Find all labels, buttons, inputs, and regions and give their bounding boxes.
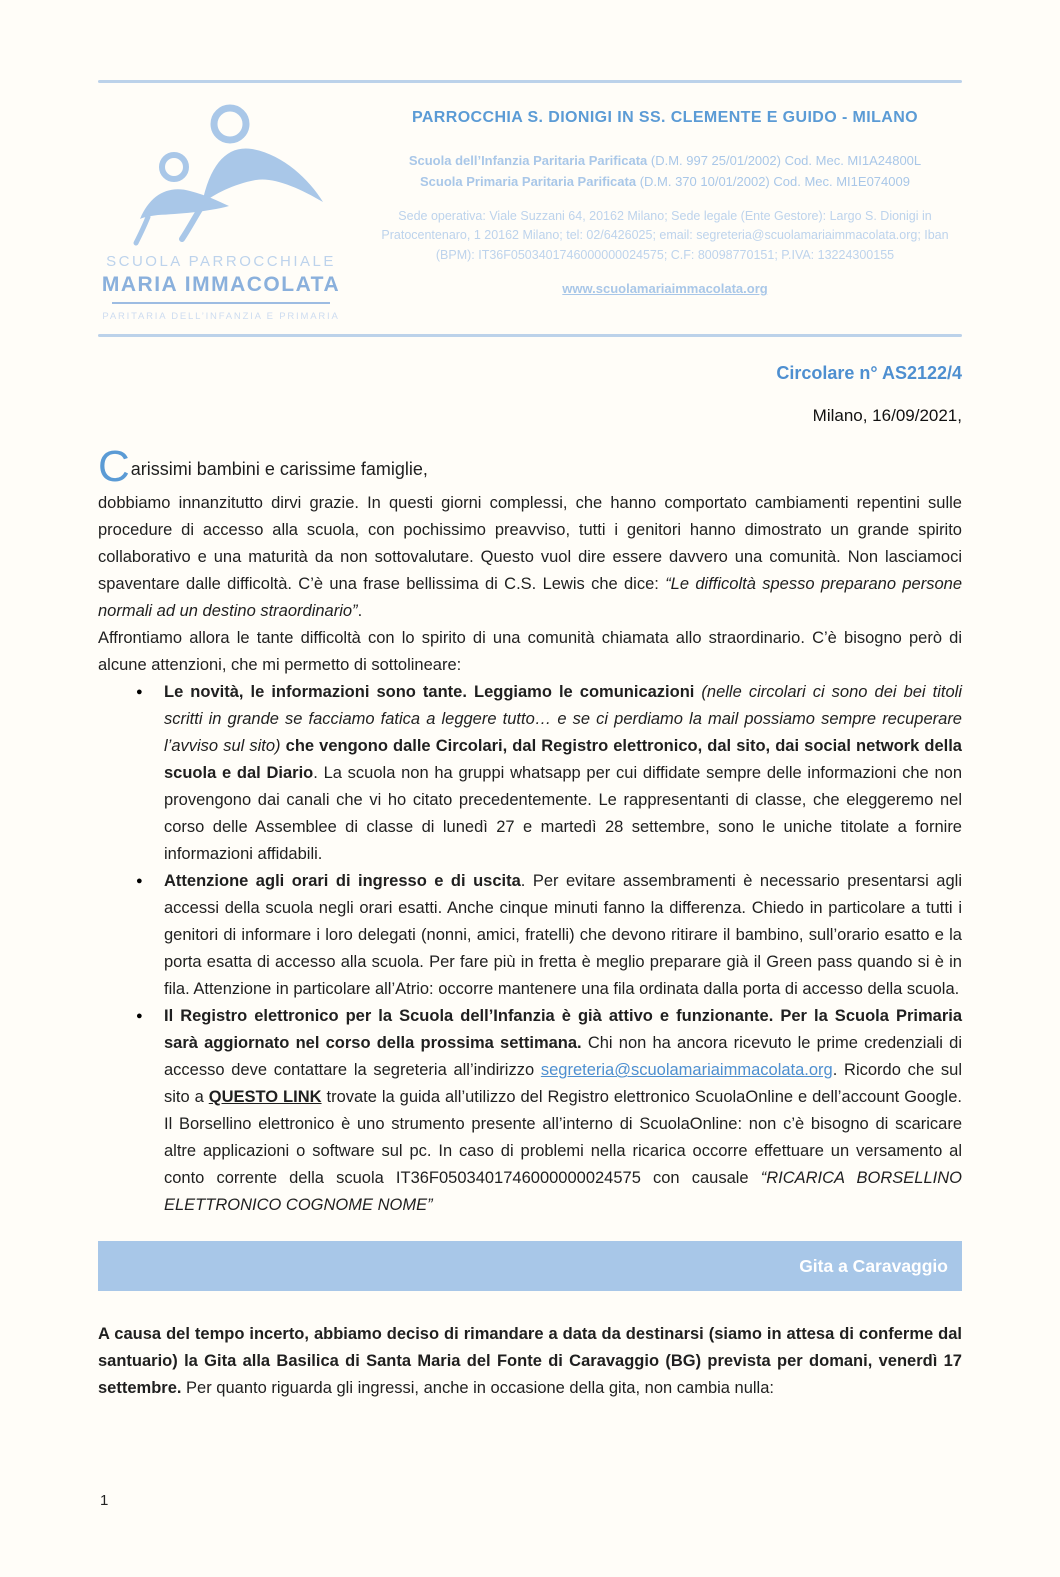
salutation [98, 442, 962, 491]
text-segment: Attenzione agli orari di ingresso e di uscita [164, 872, 521, 890]
salutation-text: arissimi bambini e carissime famiglie, [130, 459, 428, 479]
text-segment: Per quanto riguarda gli ingressi, anche in occasione della gita, non cambia nulla: [181, 1379, 774, 1397]
text-segment: A causa del tempo incerto, abbiamo deciso di rimandare a data da destinarsi (siamo in attesa di conferme dal santuario) la Gita alla Basilica di Santa Maria del Fonte di Caravaggio (BG) prevista per domani, venerdì 17 settembre. [98, 1325, 962, 1397]
text-segment: (D.M. 370 10/01/2002) Cod. Mec. MI1E074009 [636, 174, 910, 189]
header-divider [98, 334, 962, 337]
logo-underline [112, 302, 330, 304]
text-segment: trovate la guida all’utilizzo del Registro elettronico ScuolaOnline e dell’account Google. Il Borsellino elettronico è uno strumento presente all’interno di ScuolaOnline: non c’è bisogno di scaricare altre applicazioni o software sul pc. In caso di problemi nella ricarica occorre effettuare un versamento al conto corrente della scuola IT36F0503401746000000024575 con causale [164, 1088, 962, 1187]
text-segment: Chi non ha ancora ricevuto le prime credenziali di accesso deve contattare la segreteria all’indirizzo [164, 1034, 962, 1079]
logo-name-line2: MARIA IMMACOLATA [101, 273, 341, 296]
paragraph-intro-list: Affrontiamo allora le tante difficoltà con lo spirito di una comunità chiamata allo straordinario. C’è bisogno però di alcune attenzioni, che mi permetto di sottolineare: [98, 629, 962, 674]
letter-body [98, 442, 962, 1402]
section-banner-gita [98, 1241, 962, 1291]
page-number: 1 [100, 1492, 109, 1509]
text-segment: (nelle circolari ci sono dei bei titoli scritti in grande se facciamo fatica a leggere tutto… e se ci perdiamo la mail possiamo sempre recuperare l’avviso sul sito) [164, 683, 962, 755]
text-segment: Scuola dell’Infanzia Paritaria Parificata [408, 153, 648, 168]
document-page [0, 80, 1060, 1577]
text-segment: “Le difficoltà spesso preparano persone normali ad un destino straordinario” [98, 575, 962, 620]
segreteria-email-link[interactable]: segreteria@scuolamariaimmacolata.org [540, 1061, 833, 1079]
logo-name-line1: SCUOLA PARROCCHIALE [106, 253, 336, 270]
website-link[interactable]: www.scuolamariaimmacolata.org [562, 281, 768, 297]
text-segment: che vengono dalle Circolari, dal Registro elettronico, dal sito, dai social network della scuola e dal Diario [164, 737, 962, 782]
text-segment: Il Registro elettronico per la Scuola dell’Infanzia è già attivo e funzionante. Per la Scuola Primaria sarà aggiornato nel corso della prossima settimana. [164, 1007, 962, 1052]
banner-title: Gita a Caravaggio [799, 1255, 948, 1276]
school-logo [98, 95, 344, 322]
paragraph-gita [98, 1321, 962, 1402]
text-segment: Le novità, le informazioni sono tante. Leggiamo le comunicazioni [164, 683, 702, 701]
text-segment: Scuola Primaria Paritaria Parificata [420, 174, 637, 189]
letterhead-info [344, 95, 962, 298]
bullet-orari [136, 868, 962, 1003]
dropcap-letter: C [98, 442, 130, 491]
text-segment: . Ricordo che sul sito a [164, 1061, 962, 1106]
text-segment: “RICARICA BORSELLINO ELETTRONICO COGNOME NOME” [164, 1169, 962, 1214]
school-address: Sede operativa: Viale Suzzani 64, 20162 Milano; Sede legale (Ente Gestore): Largo S. Dionigi in Pratocentenaro, 1 20162 Milano; tel: 02/6426025; email: segreteria@scuolamariaimmacolata.org; Iban (BPM): IT36F0503401746000000024575; C.F: 80098770151; P.IVA: 13224300155 [381, 209, 949, 262]
notice-bullet-list [98, 679, 962, 1219]
text-segment: . [357, 602, 363, 620]
school-line-infanzia [368, 153, 962, 168]
letterhead [98, 95, 962, 322]
paragraph-thanks [98, 490, 962, 625]
school-line-primaria [368, 174, 962, 189]
circular-number: Circolare n° AS2122/4 [776, 363, 962, 383]
text-segment: dobbiamo innanzitutto dirvi grazie. In questi giorni complessi, che hanno comportato cambiamenti repentini sulle procedure di accesso alla scuola, con pochissimo preavviso, tutti i genitori hanno dimostrato un grande spirito collaborativo e una maturità da non sottovalutare. Questo vuol dire essere davvero una comunità. Non lasciamoci spaventare dalle difficoltà. C’è una frase bellissima di C.S. Lewis che dice: [98, 494, 962, 593]
top-divider [98, 80, 962, 83]
text-segment: (D.M. 997 25/01/2002) Cod. Mec. MI1A24800L [647, 153, 922, 168]
bullet-comunicazioni [136, 679, 962, 868]
logo-tagline: PARITARIA DELL’INFANZIA E PRIMARIA [102, 311, 340, 322]
text-segment: . La scuola non ha gruppi whatsapp per cui diffidate sempre delle informazioni che non provengono dai canali che vi ho citato precedentemente. Le rappresentanti di classe, che eleggeremo nel corso delle Assemblee di classe di lunedì 27 e martedì 28 settembre, sono le uniche titolate a fornire informazioni affidabili. [164, 764, 962, 863]
parish-title: PARROCCHIA S. DIONIGI IN SS. CLEMENTE E GUIDO - MILANO [411, 109, 919, 126]
questo-link[interactable]: QUESTO LINK [208, 1088, 322, 1106]
dateline: Milano, 16/09/2021, [812, 406, 962, 425]
text-segment: . Per evitare assembramenti è necessario presentarsi agli accessi della scuola negli orari esatti. Anche cinque minuti fanno la differenza. Chiedo in particolare a tutti i genitori di informare i loro delegati (nonni, amici, fratelli) che devono ritirare il bambino, sull’orario esatto e la porta esatta di accesso alla scuola. Per fare più in fretta è meglio preparare già il Green pass quando si è in fila. Attenzione in particolare all’Atrio: occorre mantenere una fila ordinata dalla porta di accesso della scuola. [164, 872, 962, 998]
bullet-registro-elettronico [136, 1003, 962, 1219]
logo-figures-icon [106, 101, 336, 249]
